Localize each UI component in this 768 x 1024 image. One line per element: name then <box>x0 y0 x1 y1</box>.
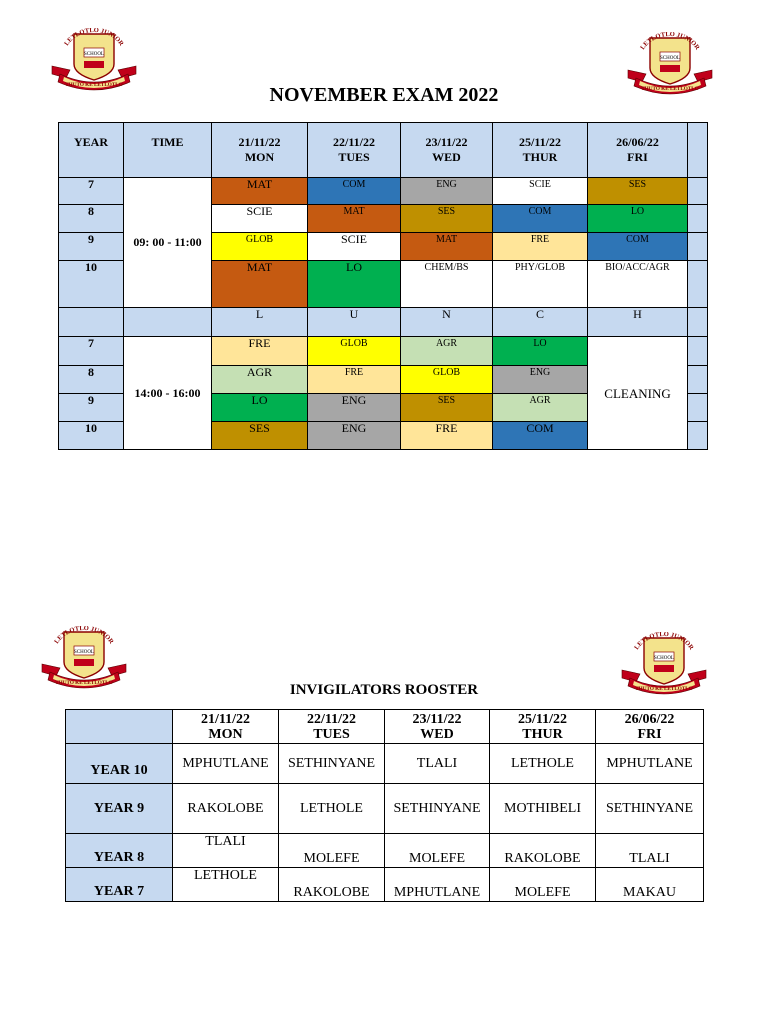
invigilator-name: MPHUTLANE <box>385 868 490 902</box>
logo-school-text: SCHOOL <box>83 52 105 57</box>
blank-cell <box>124 308 212 337</box>
year-cell: 8 <box>59 205 124 233</box>
logo-school-text: SCHOOL <box>653 656 675 661</box>
exam-cell: AGR <box>212 366 308 394</box>
exam-cell: ENG <box>493 366 588 394</box>
exam-cell: FRE <box>401 422 493 450</box>
year-cell: 10 <box>59 422 124 450</box>
day-header-wed: 23/11/22 WED <box>401 123 493 178</box>
time-header: TIME <box>124 123 212 178</box>
roster-row-year10 <box>66 744 704 784</box>
exam-cell: COM <box>493 205 588 233</box>
lunch-letter: U <box>308 308 401 337</box>
exam-cell: FRE <box>493 233 588 261</box>
exam-cell: PHY/GLOB <box>493 261 588 308</box>
invigilator-name: SETHINYANE <box>596 784 704 834</box>
school-logo-middle-left <box>40 626 128 690</box>
day-header-thur: 25/11/22 THUR <box>493 123 588 178</box>
exam-cell: SES <box>588 178 688 205</box>
day-header-tues: 22/11/22 TUES <box>308 123 401 178</box>
exam-cell: MAT <box>212 178 308 205</box>
year-cell: 7 <box>59 178 124 205</box>
blank-cell <box>688 308 708 337</box>
blank-cell <box>688 337 708 366</box>
exam-cell: AGR <box>493 394 588 422</box>
exam-cell: COM <box>588 233 688 261</box>
blank-cell <box>688 366 708 394</box>
afternoon-time: 14:00 - 16:00 <box>124 337 212 450</box>
exam-header-row <box>59 123 708 178</box>
blank-cell <box>688 233 708 261</box>
logo-school-text: SCHOOL <box>659 56 681 61</box>
exam-cell: MAT <box>212 261 308 308</box>
exam-cell: GLOB <box>401 366 493 394</box>
exam-cell: FRE <box>308 366 401 394</box>
exam-cell: COM <box>308 178 401 205</box>
afternoon-row-7 <box>59 337 708 366</box>
exam-cell: AGR <box>401 337 493 366</box>
school-logo <box>50 28 138 92</box>
exam-cell: BIO/ACC/AGR <box>588 261 688 308</box>
roster-year: YEAR 7 <box>66 868 173 902</box>
exam-cell: SES <box>401 205 493 233</box>
exam-cell: SCIE <box>493 178 588 205</box>
invigilator-name: TLALI <box>385 744 490 784</box>
roster-year: YEAR 8 <box>66 834 173 868</box>
lunch-row <box>59 308 708 337</box>
exam-cell: ENG <box>401 178 493 205</box>
blank-cell <box>688 422 708 450</box>
invigilator-name: LETHOLE <box>173 868 279 902</box>
roster-row-year7 <box>66 868 704 902</box>
year-cell: 10 <box>59 261 124 308</box>
logo-top-text: LETLOTLO JUNIOR <box>639 32 701 52</box>
invigilator-name: MOLEFE <box>279 834 385 868</box>
year-cell: 7 <box>59 337 124 366</box>
blank-cell <box>688 178 708 205</box>
logo-top-text: LETLOTLO JUNIOR <box>63 28 125 48</box>
invigilator-name: MOLEFE <box>490 868 596 902</box>
blank-cell <box>688 205 708 233</box>
exam-cell: ENG <box>308 394 401 422</box>
exam-cell: CHEM/BS <box>401 261 493 308</box>
year-cell: 9 <box>59 233 124 261</box>
blank-cell <box>59 308 124 337</box>
invigilator-name: TLALI <box>596 834 704 868</box>
exam-timetable <box>58 122 708 450</box>
lunch-letter: N <box>401 308 493 337</box>
lunch-letter: L <box>212 308 308 337</box>
invigilator-name: RAKOLOBE <box>279 868 385 902</box>
logo-banner-text: THUTO KE LETLOTLO <box>65 82 123 88</box>
morning-time: 09: 00 - 11:00 <box>124 178 212 308</box>
lunch-letter: C <box>493 308 588 337</box>
invigilator-name: MOTHIBELI <box>490 784 596 834</box>
invigilator-name: MOLEFE <box>385 834 490 868</box>
invigilator-name: RAKOLOBE <box>490 834 596 868</box>
invigilator-name: RAKOLOBE <box>173 784 279 834</box>
exam-cell: LO <box>212 394 308 422</box>
exam-cell: LO <box>493 337 588 366</box>
roster-day-thur: 25/11/22 THUR <box>490 710 596 744</box>
blank-header <box>66 710 173 744</box>
invigilator-name: SETHINYANE <box>385 784 490 834</box>
day-header-fri: 26/06/22 FRI <box>588 123 688 178</box>
roster-header-row <box>66 710 704 744</box>
blank-header <box>688 123 708 178</box>
logo-top-text: LETLOTLO JUNIOR <box>53 626 115 646</box>
exam-cell: SES <box>401 394 493 422</box>
cleaning-cell: CLEANING <box>588 337 688 450</box>
roster-day-wed: 23/11/22 WED <box>385 710 490 744</box>
exam-cell: SES <box>212 422 308 450</box>
exam-cell: GLOB <box>308 337 401 366</box>
roster-day-mon: 21/11/22 MON <box>173 710 279 744</box>
roster-year: YEAR 9 <box>66 784 173 834</box>
exam-title: NOVEMBER EXAM 2022 <box>269 84 499 106</box>
logo-banner-text: THUTO KE LETLOTLO <box>641 86 699 92</box>
logo-banner-text: THUTO KE LETLOTLO <box>55 680 113 686</box>
invigilator-name: SETHINYANE <box>279 744 385 784</box>
roster-title: INVIGILATORS ROOSTER <box>289 682 479 698</box>
exam-cell: COM <box>493 422 588 450</box>
exam-cell: LO <box>588 205 688 233</box>
morning-row-7 <box>59 178 708 205</box>
invigilator-name: MAKAU <box>596 868 704 902</box>
roster-row-year9 <box>66 784 704 834</box>
year-header: YEAR <box>59 123 124 178</box>
exam-cell: GLOB <box>212 233 308 261</box>
invigilator-name: LETHOLE <box>279 784 385 834</box>
exam-cell: MAT <box>308 205 401 233</box>
invigilators-roster <box>65 709 704 902</box>
exam-cell: MAT <box>401 233 493 261</box>
logo-school-text: SCHOOL <box>73 650 95 655</box>
blank-cell <box>688 394 708 422</box>
school-logo-top-left <box>50 28 138 92</box>
year-cell: 9 <box>59 394 124 422</box>
exam-cell: SCIE <box>212 205 308 233</box>
logo-banner-text: THUTO KE LETLOTLO <box>635 686 693 692</box>
roster-row-year8 <box>66 834 704 868</box>
roster-day-fri: 26/06/22 FRI <box>596 710 704 744</box>
day-header-mon: 21/11/22 MON <box>212 123 308 178</box>
roster-day-tues: 22/11/22 TUES <box>279 710 385 744</box>
school-logo <box>40 626 128 690</box>
blank-cell <box>688 261 708 308</box>
roster-year: YEAR 10 <box>66 744 173 784</box>
year-cell: 8 <box>59 366 124 394</box>
exam-cell: ENG <box>308 422 401 450</box>
invigilator-name: MPHUTLANE <box>173 744 279 784</box>
invigilator-name: TLALI <box>173 834 279 868</box>
lunch-letter: H <box>588 308 688 337</box>
exam-cell: LO <box>308 261 401 308</box>
invigilator-name: LETHOLE <box>490 744 596 784</box>
logo-top-text: LETLOTLO JUNIOR <box>633 632 695 652</box>
exam-cell: SCIE <box>308 233 401 261</box>
exam-cell: FRE <box>212 337 308 366</box>
invigilator-name: MPHUTLANE <box>596 744 704 784</box>
